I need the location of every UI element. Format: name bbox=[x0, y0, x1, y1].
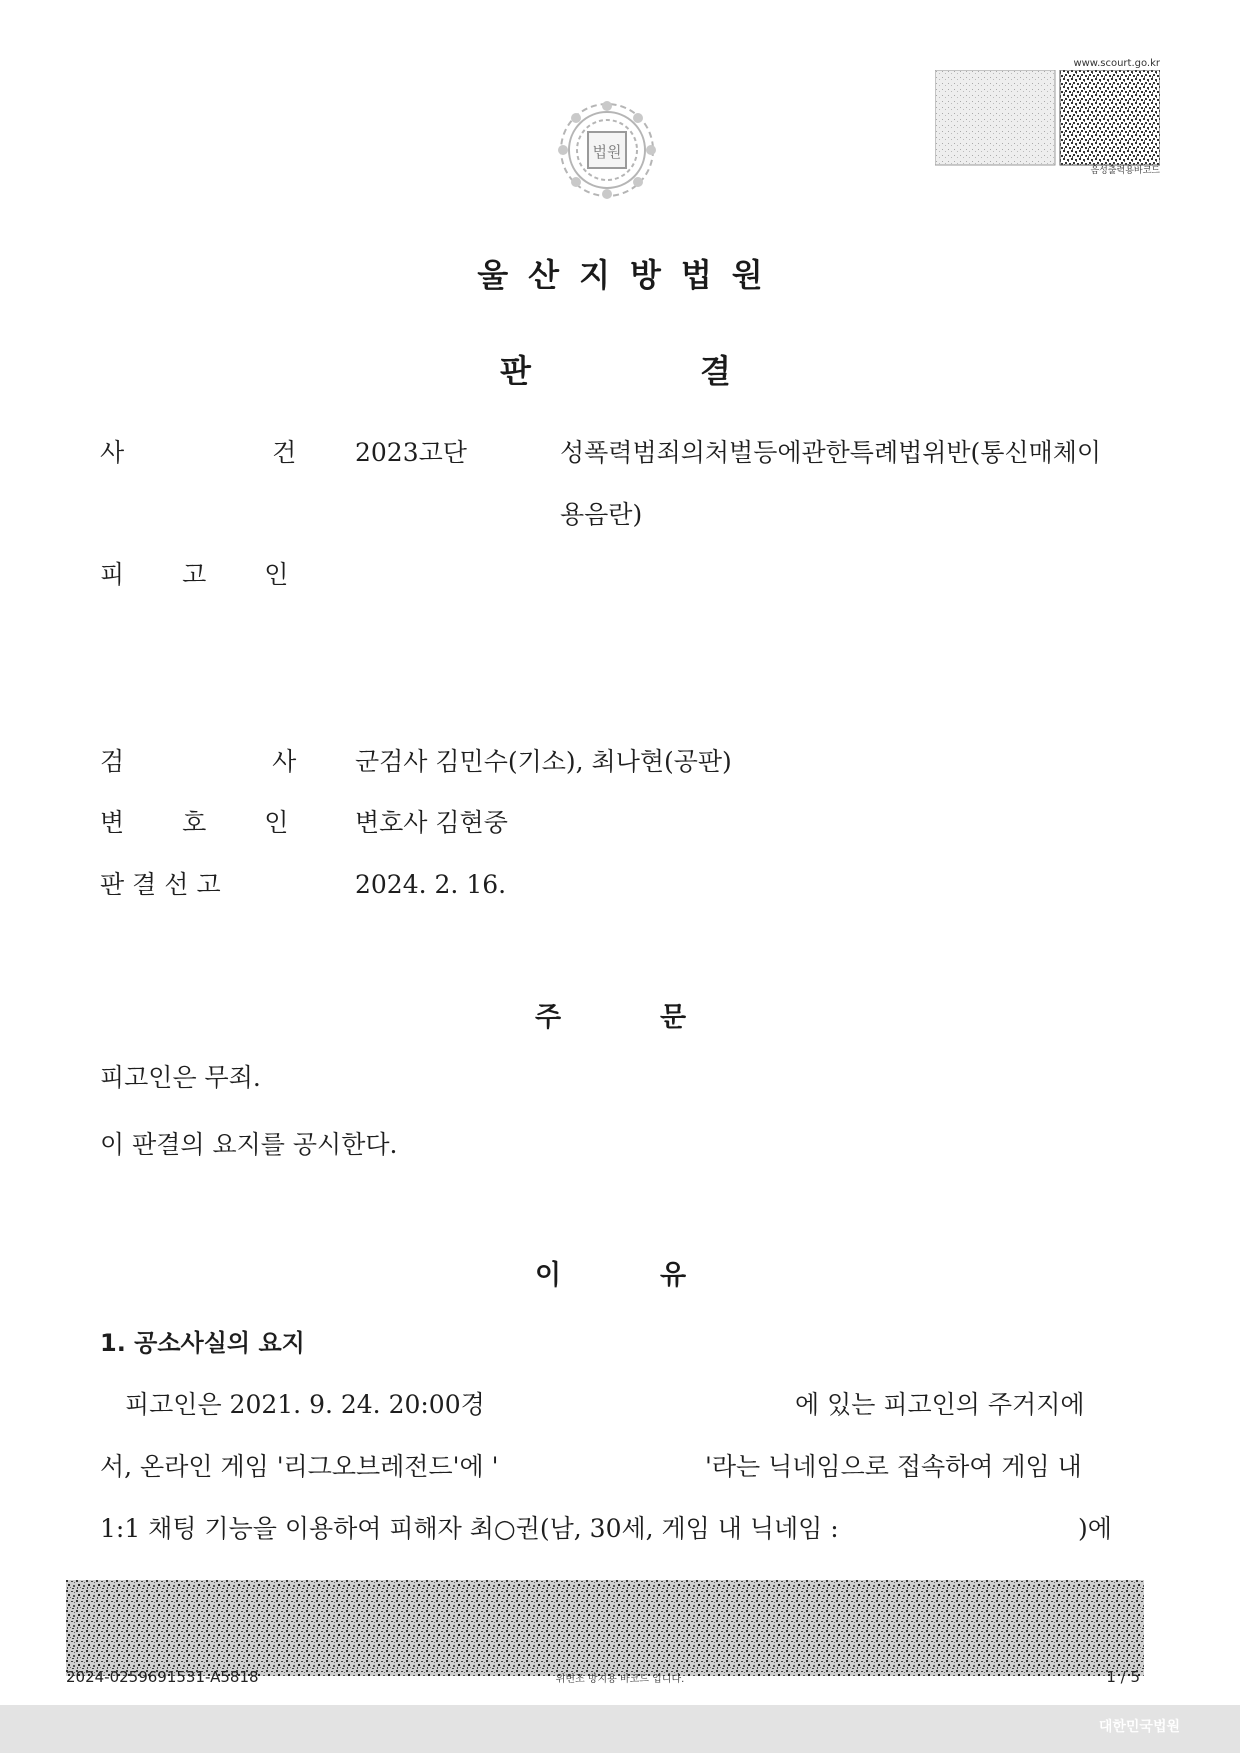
reasons-heading-left: 이 bbox=[535, 1260, 562, 1291]
voice-output-barcode bbox=[935, 70, 1160, 170]
para-1-part-b: 에 있는 피고인의 주거지에 bbox=[795, 1390, 1085, 1419]
court-watermark: 대한민국법원 bbox=[1098, 1719, 1180, 1735]
case-number: 2023고단 bbox=[355, 438, 467, 467]
order-heading-left: 주 bbox=[535, 1002, 562, 1033]
para-1-part-a: 피고인은 2021. 9. 24. 20:00경 bbox=[125, 1390, 485, 1419]
order-heading-right: 문 bbox=[660, 1002, 687, 1033]
sentencing-date-label: 판결선고 bbox=[100, 870, 229, 899]
para-3-part-a: 1:1 채팅 기능을 이용하여 피해자 최○권(남, 30세, 게임 내 닉네임 : bbox=[100, 1514, 839, 1543]
case-name-line2: 용음란) bbox=[560, 500, 643, 529]
para-2-part-b: '라는 닉네임으로 접속하여 게임 내 bbox=[705, 1452, 1082, 1481]
prosecutor-value: 군검사 김민수(기소), 최나현(공판) bbox=[355, 747, 732, 776]
para-2-part-a: 서, 온라인 게임 '리그오브레전드'에 ' bbox=[100, 1452, 499, 1481]
court-website-url: www.scourt.go.kr bbox=[1073, 58, 1160, 69]
anti-forgery-barcode bbox=[66, 1580, 1144, 1676]
court-name: 울산지방법원 bbox=[477, 256, 783, 294]
reasons-heading-right: 유 bbox=[660, 1260, 687, 1291]
case-label: 사 건 bbox=[100, 438, 367, 467]
anti-forgery-note: 위변조 방지용 바코드 입니다. bbox=[555, 1674, 685, 1685]
document-number: 2024-0259691531-A5818 bbox=[66, 1668, 259, 1686]
emblem-text: 법원 bbox=[592, 143, 622, 161]
judgment-title-left: 판 bbox=[500, 352, 531, 390]
lawyer-label: 변 호 인 bbox=[100, 808, 314, 837]
voice-barcode-label: 음성출력용바코드 bbox=[1090, 166, 1160, 176]
sentencing-date-value: 2024. 2. 16. bbox=[355, 870, 507, 899]
lawyer-value: 변호사 김현중 bbox=[355, 808, 508, 837]
order-line-2: 이 판결의 요지를 공시한다. bbox=[100, 1130, 398, 1159]
defendant-label: 피 고 인 bbox=[100, 560, 314, 589]
page-number: 1 / 5 bbox=[1106, 1668, 1140, 1686]
court-emblem bbox=[548, 92, 666, 204]
order-line-1: 피고인은 무죄. bbox=[100, 1063, 261, 1092]
para-3-part-b: )에 bbox=[1078, 1514, 1112, 1543]
footer-band bbox=[0, 1705, 1240, 1753]
case-name-line1: 성폭력범죄의처벌등에관한특례법위반(통신매체이 bbox=[560, 438, 1102, 467]
prosecutor-label: 검 사 bbox=[100, 747, 367, 776]
section-1-title: 1. 공소사실의 요지 bbox=[100, 1329, 305, 1357]
judgment-title-right: 결 bbox=[700, 352, 731, 390]
